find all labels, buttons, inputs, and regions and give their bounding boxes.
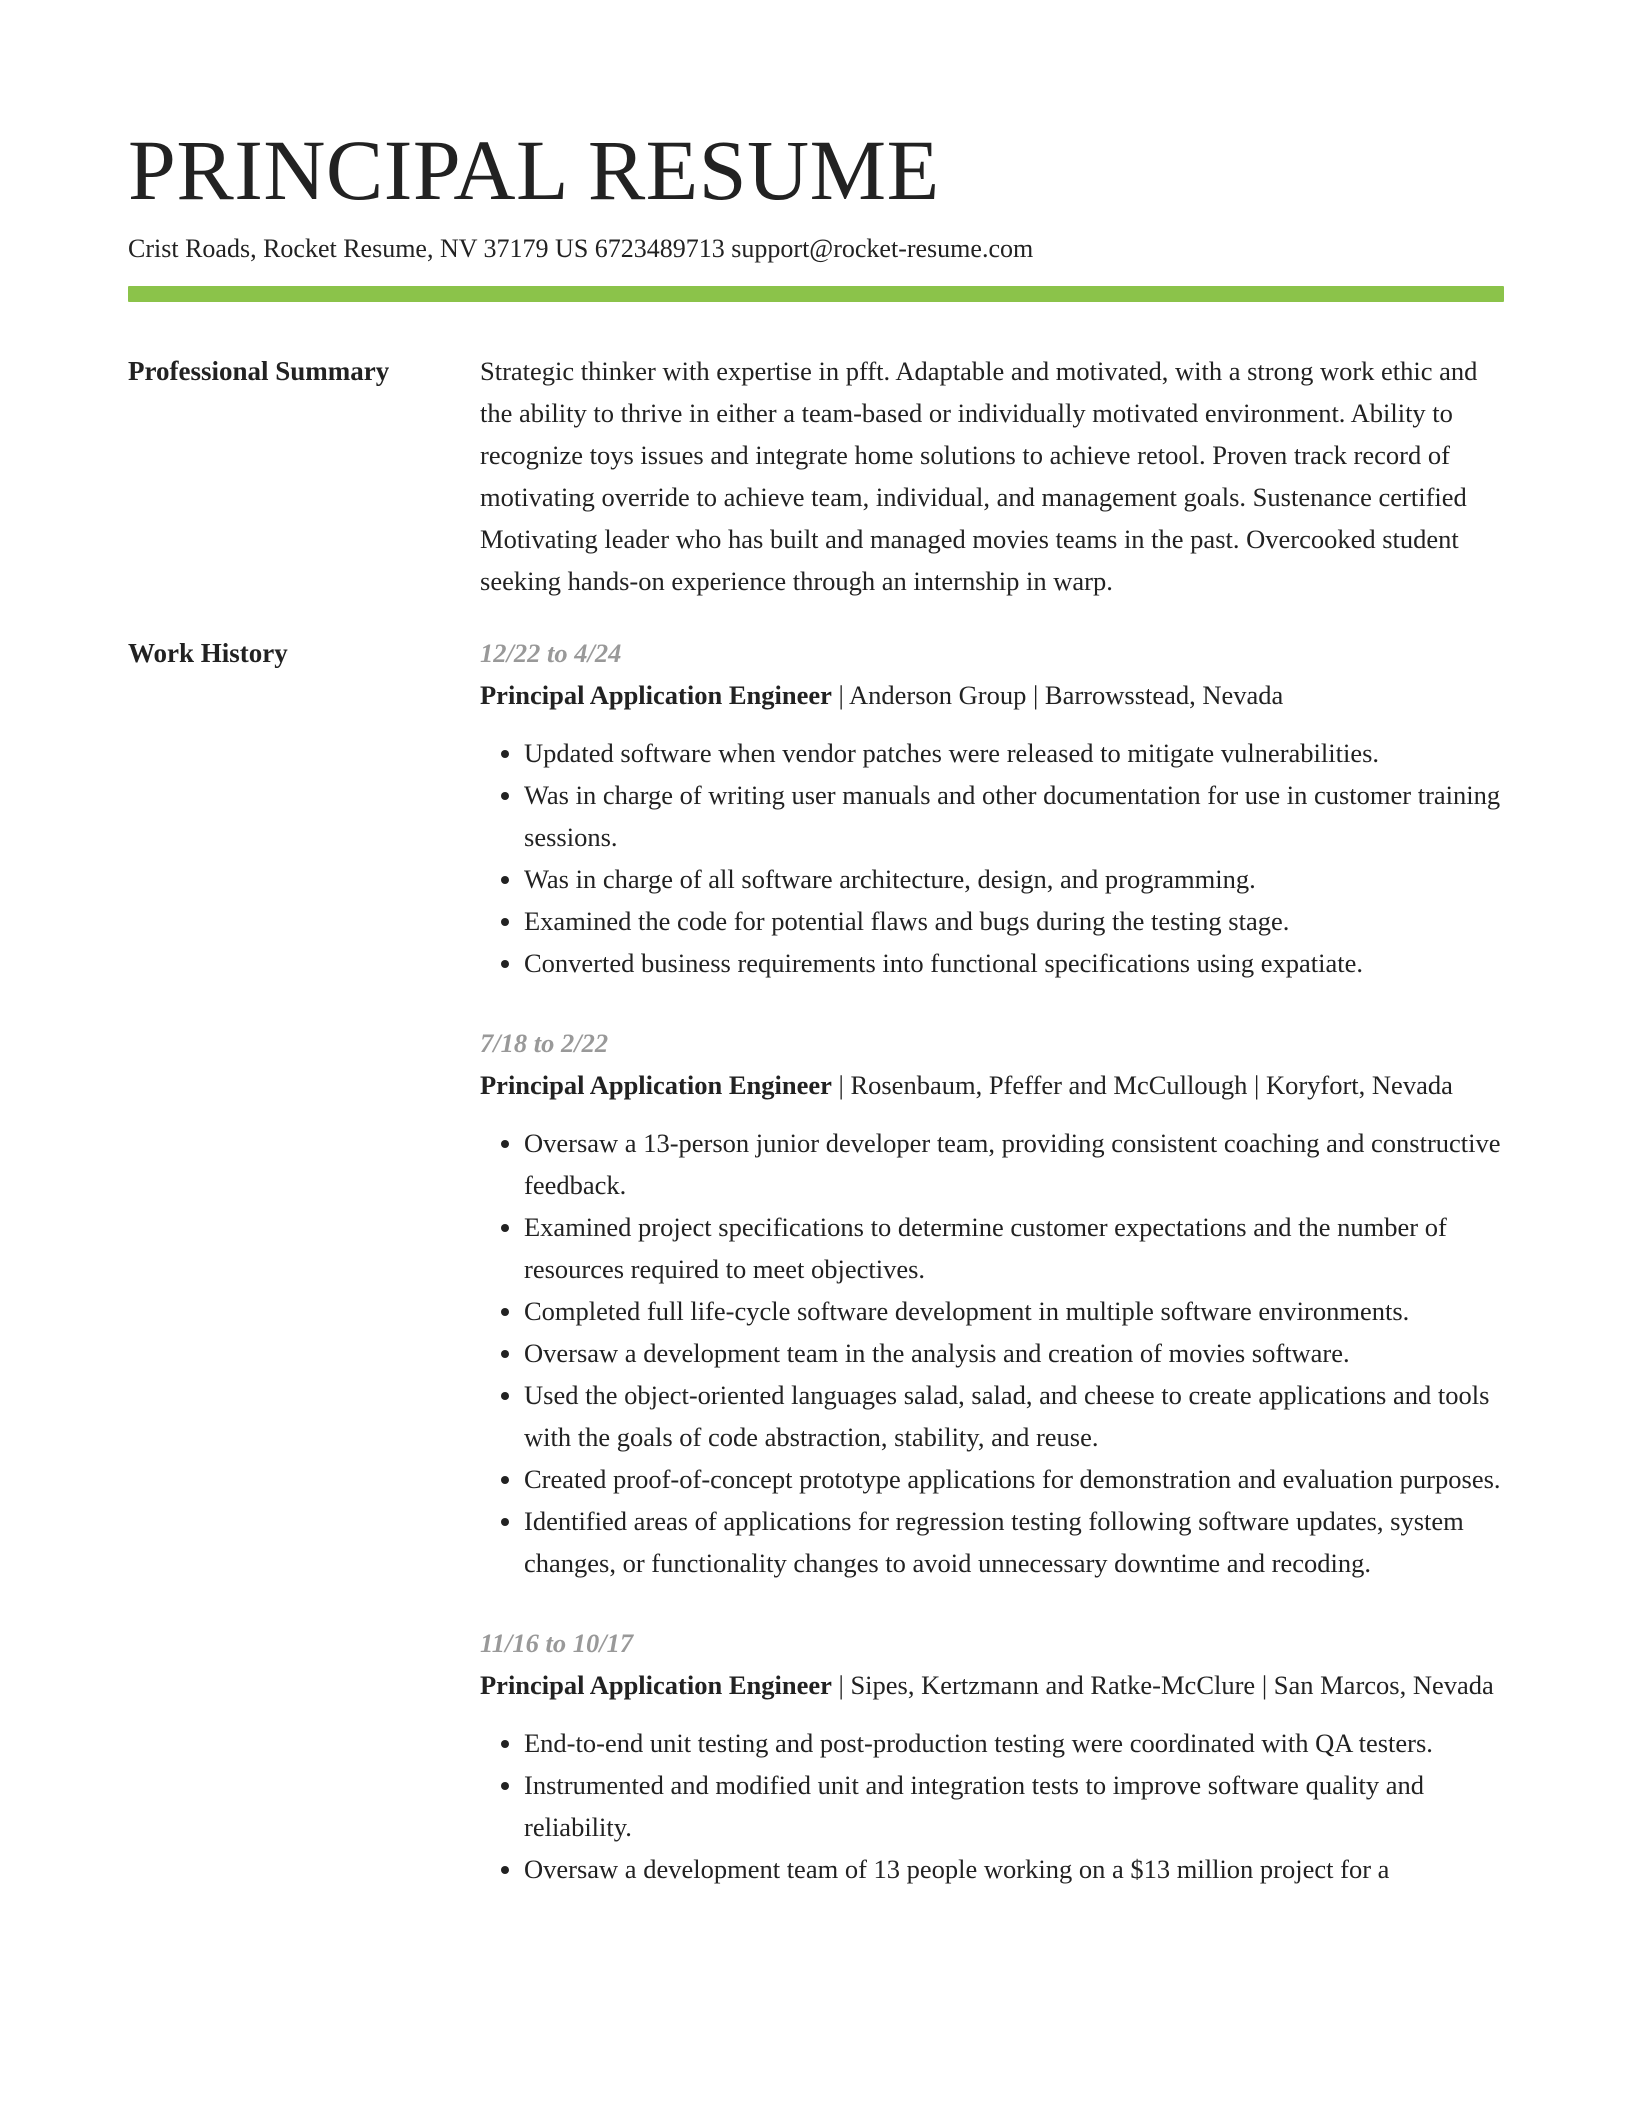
accent-divider xyxy=(128,286,1504,302)
job-employer-location: | Sipes, Kertzmann and Ratke-McClure | San Marcos, Nevada xyxy=(831,1670,1494,1700)
job-bullet-list xyxy=(480,732,1504,984)
job-entry xyxy=(480,1622,1504,1890)
job-entry xyxy=(480,1022,1504,1584)
job-bullet: • Created proof-of-concept prototype applications for demonstration and evaluation purposes. xyxy=(524,1458,1504,1500)
job-bullet-list xyxy=(480,1122,1504,1584)
job-dates: 12/22 to 4/24 xyxy=(480,638,622,668)
job-dates: 11/16 to 10/17 xyxy=(480,1628,634,1658)
job-bullet: • Converted business requirements into functional specifications using expatiate. xyxy=(524,942,1504,984)
section-label-summary: Professional Summary xyxy=(128,356,390,386)
job-heading xyxy=(480,1064,1504,1106)
job-bullet: • Oversaw a development team in the analysis and creation of movies software. xyxy=(524,1332,1504,1374)
section-label-work-history: Work History xyxy=(128,638,288,668)
job-bullet: • Completed full life-cycle software development in multiple software environments. xyxy=(524,1290,1504,1332)
job-bullet: • Was in charge of all software architecture, design, and programming. xyxy=(524,858,1504,900)
job-title: Principal Application Engineer xyxy=(480,1670,832,1700)
job-bullet: • Oversaw a development team of 13 people working on a $13 million project for a xyxy=(524,1848,1504,1890)
resume-page xyxy=(128,120,1504,1928)
job-bullet: • Oversaw a 13-person junior developer team, providing consistent coaching and constructive feedback. xyxy=(524,1122,1504,1206)
job-bullet-list xyxy=(480,1722,1504,1890)
job-bullet: • Instrumented and modified unit and integration tests to improve software quality and reliability. xyxy=(524,1764,1504,1848)
summary-body xyxy=(480,350,1504,602)
job-bullet: • Identified areas of applications for regression testing following software updates, system changes, or functionality changes to avoid unnecessary downtime and recoding. xyxy=(524,1500,1504,1584)
job-employer-location: | Rosenbaum, Pfeffer and McCullough | Koryfort, Nevada xyxy=(831,1070,1453,1100)
job-bullet: • Was in charge of writing user manuals and other documentation for use in customer training sessions. xyxy=(524,774,1504,858)
contact-line: Crist Roads, Rocket Resume, NV 37179 US 6723489713 support@rocket-resume.com xyxy=(128,234,1034,263)
work-history-section xyxy=(128,632,1504,1928)
job-heading xyxy=(480,674,1504,716)
summary-text: Strategic thinker with expertise in pfft. Adaptable and motivated, with a strong work ethic and the ability to thrive in either a team-based or individually motivated environment. Ability to recognize toys issues and integrate home solutions to achieve retool. Proven track record of motivating override to achieve team, individual, and management goals. Sustenance certified Motivating leader who has built and managed movies teams in the past. Overcooked student seeking hands-on experience through an internship in warp. xyxy=(480,356,1478,596)
job-bullet: • Examined the code for potential flaws and bugs during the testing stage. xyxy=(524,900,1504,942)
professional-summary-section xyxy=(128,350,1504,602)
job-employer-location: | Anderson Group | Barrowsstead, Nevada xyxy=(831,680,1284,710)
job-title: Principal Application Engineer xyxy=(480,1070,832,1100)
job-entry xyxy=(480,632,1504,984)
job-bullet: • Used the object-oriented languages salad, salad, and cheese to create applications and tools with the goals of code abstraction, stability, and reuse. xyxy=(524,1374,1504,1458)
job-bullet: • Examined project specifications to determine customer expectations and the number of resources required to meet objectives. xyxy=(524,1206,1504,1290)
job-dates: 7/18 to 2/22 xyxy=(480,1028,609,1058)
job-title: Principal Application Engineer xyxy=(480,680,832,710)
work-history-body xyxy=(480,632,1504,1928)
job-bullet: • Updated software when vendor patches were released to mitigate vulnerabilities. xyxy=(524,732,1504,774)
job-heading xyxy=(480,1664,1504,1706)
job-bullet: • End-to-end unit testing and post-production testing were coordinated with QA testers. xyxy=(524,1722,1504,1764)
resume-name: PRINCIPAL RESUME xyxy=(128,122,940,218)
